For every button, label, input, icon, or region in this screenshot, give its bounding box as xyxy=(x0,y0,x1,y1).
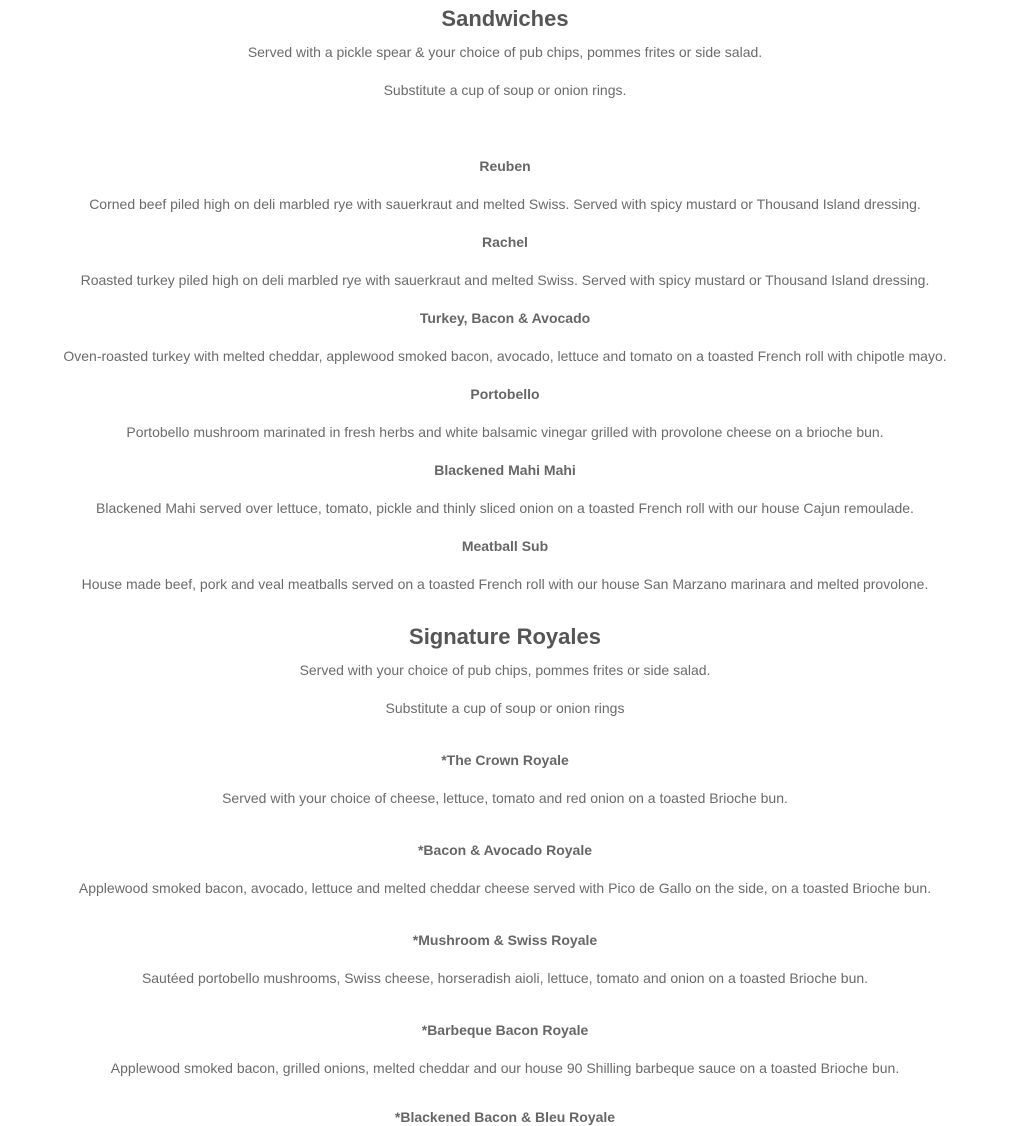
item-name-turkey-bacon-avocado: Turkey, Bacon & Avocado xyxy=(419,310,591,326)
item-name-meatball-sub: Meatball Sub xyxy=(461,538,549,554)
sandwiches-intro-line-2: Substitute a cup of soup or onion rings. xyxy=(383,82,627,98)
item-desc-mushroom-swiss-royale: Sautéed portobello mushrooms, Swiss cheese, horseradish aioli, lettuce, tomato and onion on a toasted Brioche bun. xyxy=(141,970,869,986)
item-name-crown-royale: *The Crown Royale xyxy=(441,752,569,768)
item-desc-portobello: Portobello mushroom marinated in fresh herbs and white balsamic vinegar grilled with provolone cheese on a brioche bun. xyxy=(126,424,884,440)
item-name-reuben: Reuben xyxy=(479,158,531,174)
sandwiches-intro-line-1: Served with a pickle spear & your choice of pub chips, pommes frites or side salad. xyxy=(247,44,763,60)
item-desc-barbeque-bacon-royale: Applewood smoked bacon, grilled onions, melted cheddar and our house 90 Shilling barbeque sauce on a toasted Brioche bun. xyxy=(110,1060,900,1076)
item-name-blackened-bacon-bleu-royale: *Blackened Bacon & Bleu Royale xyxy=(394,1109,616,1125)
section-title-sandwiches: Sandwiches xyxy=(441,6,569,31)
item-name-bacon-avocado-royale: *Bacon & Avocado Royale xyxy=(417,842,592,858)
item-name-blackened-mahi-mahi: Blackened Mahi Mahi xyxy=(434,462,576,478)
item-desc-meatball-sub: House made beef, pork and veal meatballs served on a toasted French roll with our house San Marzano marinara and melted provolone. xyxy=(81,576,929,592)
item-desc-bacon-avocado-royale: Applewood smoked bacon, avocado, lettuce and melted cheddar cheese served with Pico de Gallo on the side, on a toasted Brioche bun. xyxy=(78,880,932,896)
item-name-portobello: Portobello xyxy=(470,386,540,402)
royales-intro-line-1: Served with your choice of pub chips, pommes frites or side salad. xyxy=(299,662,711,678)
item-name-mushroom-swiss-royale: *Mushroom & Swiss Royale xyxy=(412,932,598,948)
item-name-barbeque-bacon-royale: *Barbeque Bacon Royale xyxy=(421,1022,589,1038)
item-name-rachel: Rachel xyxy=(482,234,528,250)
item-desc-rachel: Roasted turkey piled high on deli marbled rye with sauerkraut and melted Swiss. Served with spicy mustard or Thousand Island dressing. xyxy=(80,272,930,288)
item-desc-turkey-bacon-avocado: Oven-roasted turkey with melted cheddar, applewood smoked bacon, avocado, lettuce and tomato on a toasted French roll with chipotle mayo. xyxy=(63,348,947,364)
item-desc-reuben: Corned beef piled high on deli marbled rye with sauerkraut and melted Swiss. Served with spicy mustard or Thousand Island dressing. xyxy=(89,196,921,212)
royales-intro-line-2: Substitute a cup of soup or onion rings xyxy=(385,700,625,716)
item-desc-crown-royale: Served with your choice of cheese, lettuce, tomato and red onion on a toasted Brioche bun. xyxy=(222,790,788,806)
item-desc-blackened-mahi-mahi: Blackened Mahi served over lettuce, tomato, pickle and thinly sliced onion on a toasted French roll with our house Cajun remoulade. xyxy=(96,500,914,516)
section-title-signature-royales: Signature Royales xyxy=(409,624,601,649)
